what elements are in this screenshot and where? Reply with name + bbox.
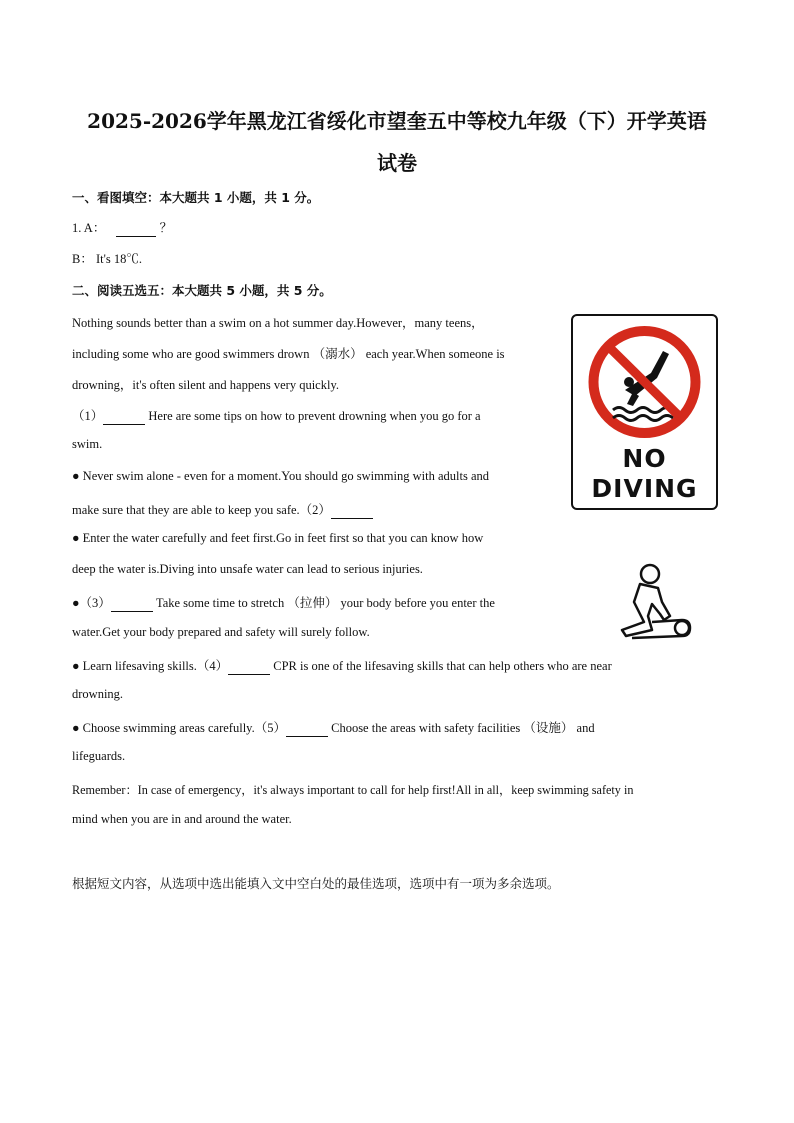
tip-5-line-blank-5 xyxy=(72,718,595,737)
answer-blank-3[interactable] xyxy=(111,596,153,612)
sign-text-diving: DIVING xyxy=(591,474,698,503)
question-1-mark: ？ xyxy=(159,221,173,235)
blank-1-number: （1） xyxy=(72,409,104,423)
remember-line: Remember：In case of emergency，it's always important to call for help first!All in all，keep swimming safety in xyxy=(72,783,634,797)
passage-text: Take some time to stretch （拉伸） your body before you enter the xyxy=(152,596,495,610)
no-diving-icon xyxy=(573,318,716,438)
dialog-b-line: B： It's 18℃. xyxy=(72,252,142,266)
tip-4-line: drowning. xyxy=(72,687,124,701)
answer-blank-2[interactable] xyxy=(331,503,373,519)
passage-line-blank-1 xyxy=(72,406,481,425)
page-title xyxy=(60,100,734,184)
tip-2-line: deep the water is.Diving into unsafe water can lead to serious injuries. xyxy=(72,562,423,576)
sign-text-no: NO xyxy=(622,444,667,473)
answer-blank-4[interactable] xyxy=(228,659,270,675)
tip-2-line: ● Enter the water carefully and feet first.Go in feet first so that you can know how xyxy=(72,531,484,545)
passage-line: including some who are good swimmers drown （溺水） each year.When someone is xyxy=(72,347,505,361)
tip-1-line-blank-2 xyxy=(72,500,373,519)
passage-text: ● Learn lifesaving skills.（4） xyxy=(72,659,229,673)
passage-text: CPR is one of the lifesaving skills that can help others who are near xyxy=(270,659,612,673)
no-diving-sign xyxy=(571,314,718,510)
cpr-icon xyxy=(612,560,694,642)
section-2-heading: 二、阅读五选五：本大题共 5 小题，共 5 分。 xyxy=(72,283,332,298)
question-1-label: 1. A： xyxy=(72,221,106,235)
passage-line: Nothing sounds better than a swim on a hot summer day.However，many teens， xyxy=(72,316,484,330)
title-line-1: 2025-2026学年黑龙江省绥化市望奎五中等校九年级（下）开学英语 xyxy=(87,109,707,133)
passage-text: ● Choose swimming areas carefully.（5） xyxy=(72,721,286,735)
tip-3-line: water.Get your body prepared and safety will surely follow. xyxy=(72,625,370,639)
blank-3-number: ●（3） xyxy=(72,596,111,610)
tip-1-line: ● Never swim alone - even for a moment.You should go swimming with adults and xyxy=(72,469,489,483)
answer-blank-q1[interactable] xyxy=(116,221,156,237)
remember-line: mind when you are in and around the water. xyxy=(72,812,292,826)
title-line-2: 试卷 xyxy=(377,151,417,175)
passage-text: make sure that they are able to keep you safe.（2） xyxy=(72,503,331,517)
tip-4-line-blank-4 xyxy=(72,656,612,675)
tip-5-line: lifeguards. xyxy=(72,749,126,763)
tip-3-line-blank-3 xyxy=(72,593,495,612)
instruction-text: 根据短文内容，从选项中选出能填入文中空白处的最佳选项，选项中有一项为多余选项。 xyxy=(72,876,560,891)
passage-line: drowning，it's often silent and happens very quickly. xyxy=(72,378,340,392)
passage-line: swim. xyxy=(72,437,103,451)
section-1-heading: 一、看图填空：本大题共 1 小题，共 1 分。 xyxy=(72,190,320,205)
answer-blank-1[interactable] xyxy=(103,409,145,425)
passage-text: Here are some tips on how to prevent drowning when you go for a xyxy=(145,409,481,423)
passage-text: Choose the areas with safety facilities （设施） and xyxy=(327,721,595,735)
answer-blank-5[interactable] xyxy=(286,721,328,737)
question-1-line xyxy=(72,218,172,237)
